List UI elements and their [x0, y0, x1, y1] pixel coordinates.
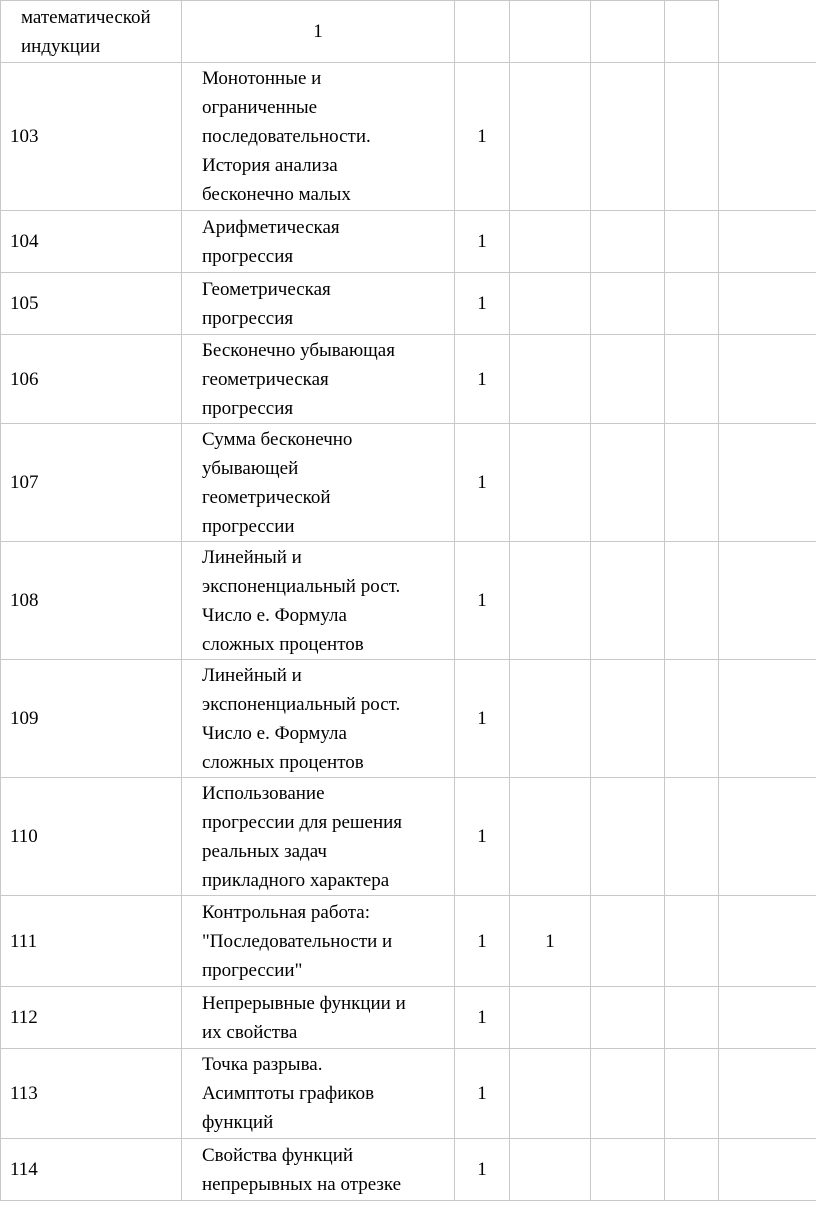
empty-cell	[665, 1049, 719, 1139]
hours-cell: 1	[455, 896, 510, 987]
table-row	[1, 335, 816, 424]
lesson-topic-cell	[182, 542, 455, 660]
topic-line: Монотонные и	[202, 68, 322, 89]
hours-cell: 1	[455, 660, 510, 778]
empty-cell	[665, 660, 719, 778]
table-row	[1, 542, 816, 660]
topic-line: Линейный и	[202, 546, 302, 568]
hours-cell-continued: 1	[182, 1, 455, 63]
topic-line: Бесконечно убывающая	[202, 339, 395, 361]
empty-cell	[665, 1139, 719, 1201]
empty-cell	[591, 896, 665, 987]
hours-cell: 1	[455, 424, 510, 542]
table-row	[1, 778, 816, 896]
lesson-topic-cell	[182, 211, 455, 273]
table-row	[1, 211, 816, 273]
lesson-number-cell: 111	[1, 896, 182, 987]
lesson-topic-cell	[182, 660, 455, 778]
topic-line: Непрерывные функции и	[202, 992, 406, 1014]
table-row	[1, 896, 816, 987]
control-work-cell	[510, 63, 591, 211]
control-work-cell	[510, 987, 591, 1049]
topic-line: Число е. Формула	[202, 604, 347, 626]
hours-cell: 1	[455, 542, 510, 660]
empty-cell	[719, 1049, 816, 1139]
hours-cell: 1	[455, 987, 510, 1049]
lesson-number-cell: 112	[1, 987, 182, 1049]
empty-cell	[719, 273, 816, 335]
empty-cell	[719, 660, 816, 778]
table-row	[1, 660, 816, 778]
topic-line: прикладного характера	[202, 869, 390, 891]
control-work-cell	[510, 273, 591, 335]
table-row	[1, 1049, 816, 1139]
empty-cell	[665, 896, 719, 987]
control-work-cell	[510, 1139, 591, 1201]
topic-line: Свойства функций	[202, 1144, 354, 1166]
empty-cell	[719, 211, 816, 273]
control-work-cell: 1	[510, 896, 591, 987]
lesson-number-cell: 108	[1, 542, 182, 660]
topic-line: История анализа	[202, 155, 338, 176]
topic-line: Линейный и	[202, 664, 302, 686]
topic-line: Геометрическая	[202, 278, 331, 300]
lesson-number-cell: 103	[1, 63, 182, 211]
hours-cell: 1	[455, 63, 510, 211]
topic-line: ограниченные	[202, 97, 318, 118]
control-work-cell	[510, 211, 591, 273]
topic-line: прогрессии"	[202, 959, 303, 981]
lesson-topic-cell	[182, 896, 455, 987]
empty-cell	[719, 778, 816, 896]
lesson-topic-cell	[182, 273, 455, 335]
lesson-topic-cell	[182, 63, 455, 211]
lesson-plan-body	[1, 1, 816, 1201]
hours-cell: 1	[455, 273, 510, 335]
topic-line: функций	[202, 1112, 274, 1133]
control-work-cell	[510, 660, 591, 778]
lesson-number-cell: 110	[1, 778, 182, 896]
topic-line: Асимптоты графиков	[202, 1083, 375, 1104]
topic-line: индукции	[21, 35, 101, 57]
empty-cell	[591, 424, 665, 542]
empty-cell	[665, 63, 719, 211]
empty-cell	[591, 778, 665, 896]
empty-cell	[510, 1, 591, 63]
topic-line: сложных процентов	[202, 633, 364, 655]
topic-line: экспоненциальный рост.	[202, 693, 401, 715]
control-work-cell	[510, 778, 591, 896]
empty-cell	[591, 273, 665, 335]
hours-cell: 1	[455, 778, 510, 896]
topic-line: Контрольная работа:	[202, 901, 371, 923]
empty-cell	[665, 778, 719, 896]
topic-line: прогрессия	[202, 307, 294, 329]
topic-line: Сумма бесконечно	[202, 428, 353, 450]
lesson-number-cell: 114	[1, 1139, 182, 1201]
lesson-topic-cell	[182, 1139, 455, 1201]
empty-cell	[665, 987, 719, 1049]
topic-line: математической	[21, 6, 151, 28]
empty-cell	[665, 1, 719, 63]
table-row	[1, 63, 816, 211]
topic-line: экспоненциальный рост.	[202, 575, 401, 597]
empty-cell	[591, 335, 665, 424]
empty-cell	[719, 335, 816, 424]
topic-line: "Последовательности и	[202, 930, 393, 952]
topic-line: Точка разрыва.	[202, 1054, 323, 1075]
empty-cell	[591, 1, 665, 63]
empty-cell	[455, 1, 510, 63]
lesson-number-cell: 105	[1, 273, 182, 335]
topic-line: непрерывных на отрезке	[202, 1173, 402, 1195]
lesson-number-cell: 109	[1, 660, 182, 778]
lesson-number-cell: 104	[1, 211, 182, 273]
empty-cell	[665, 211, 719, 273]
table-row	[1, 273, 816, 335]
topic-line: прогрессия	[202, 245, 294, 267]
lesson-topic-cell	[182, 778, 455, 896]
hours-cell: 1	[455, 1139, 510, 1201]
empty-cell	[719, 63, 816, 211]
lesson-topic-cell	[182, 424, 455, 542]
topic-line: сложных процентов	[202, 751, 364, 773]
lesson-number-cell: 113	[1, 1049, 182, 1139]
topic-line: последовательности.	[202, 126, 371, 147]
control-work-cell	[510, 335, 591, 424]
empty-cell	[665, 424, 719, 542]
table-row	[1, 424, 816, 542]
lesson-topic-cell	[182, 335, 455, 424]
topic-line: Использование	[202, 782, 325, 804]
topic-line: геометрической	[202, 486, 331, 508]
empty-cell	[719, 542, 816, 660]
control-work-cell	[510, 1049, 591, 1139]
empty-cell	[591, 542, 665, 660]
topic-line: прогрессии для решения	[202, 811, 403, 833]
control-work-cell	[510, 424, 591, 542]
topic-line: Число е. Формула	[202, 722, 347, 744]
topic-line: реальных задач	[202, 840, 327, 862]
empty-cell	[591, 987, 665, 1049]
table-row	[1, 1139, 816, 1201]
empty-cell	[591, 660, 665, 778]
topic-line: убывающей	[202, 457, 299, 479]
lesson-topic-cell	[182, 987, 455, 1049]
table-row-continued	[1, 1, 816, 63]
empty-cell	[719, 987, 816, 1049]
empty-cell	[719, 1139, 816, 1201]
empty-cell	[665, 335, 719, 424]
lesson-number-cell: 106	[1, 335, 182, 424]
topic-cell-continued	[1, 1, 182, 63]
topic-line: прогрессии	[202, 515, 295, 537]
empty-cell	[591, 63, 665, 211]
table-row	[1, 987, 816, 1049]
topic-line: Арифметическая	[202, 216, 340, 238]
empty-cell	[719, 1, 816, 63]
empty-cell	[719, 896, 816, 987]
empty-cell	[591, 211, 665, 273]
lesson-topic-cell	[182, 1049, 455, 1139]
topic-line: их свойства	[202, 1021, 298, 1043]
control-work-cell	[510, 542, 591, 660]
lesson-number-cell: 107	[1, 424, 182, 542]
hours-cell: 1	[455, 335, 510, 424]
empty-cell	[665, 273, 719, 335]
hours-cell: 1	[455, 211, 510, 273]
hours-cell: 1	[455, 1049, 510, 1139]
empty-cell	[719, 424, 816, 542]
topic-line: геометрическая	[202, 368, 329, 390]
empty-cell	[665, 542, 719, 660]
topic-line: прогрессия	[202, 397, 294, 419]
empty-cell	[591, 1049, 665, 1139]
topic-line: бесконечно малых	[202, 184, 351, 205]
empty-cell	[591, 1139, 665, 1201]
